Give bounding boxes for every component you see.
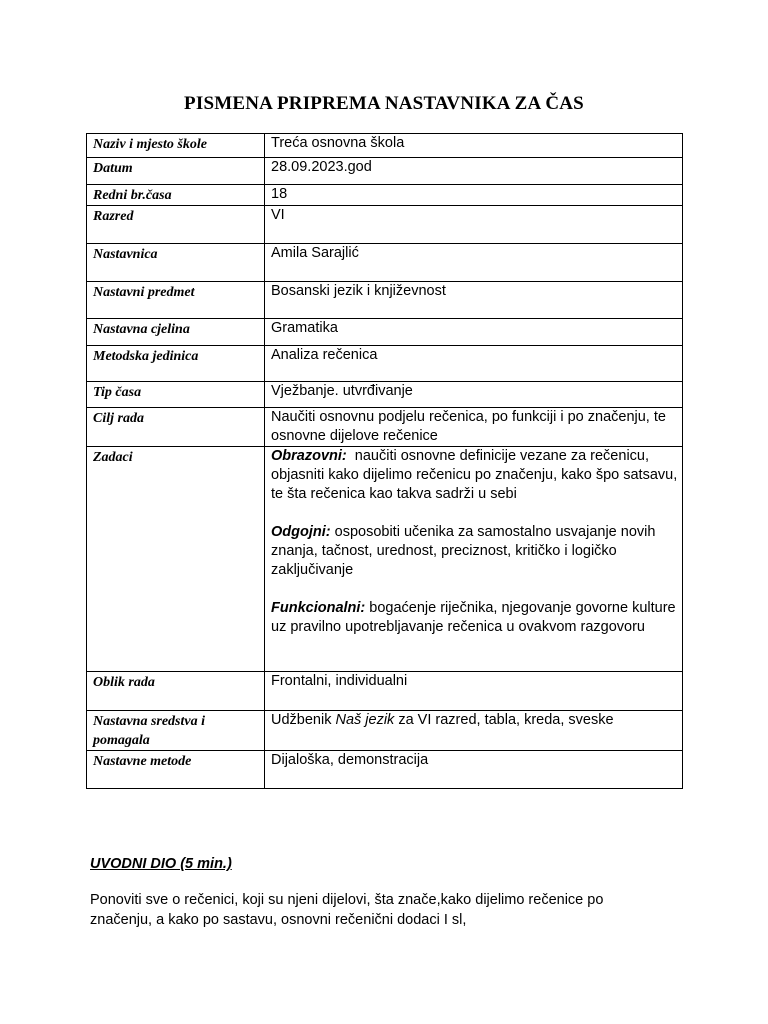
row-label: Nastavna sredstva i pomagala (87, 711, 265, 751)
row-value: Analiza rečenica (265, 346, 683, 382)
row-label: Nastavni predmet (87, 282, 265, 319)
table-row (87, 447, 683, 672)
row-label: Nastavne metode (87, 751, 265, 789)
row-label: Redni br.časa (87, 185, 265, 206)
table-row (87, 408, 683, 447)
value-pre: Udžbenik (271, 712, 336, 728)
row-value: Dijaloška, demonstracija (265, 751, 683, 789)
tasks-educational-text: naučiti osnovne definicije vezane za rečenicu, objasniti kako dijelimo rečenicu po značenju, kako špo satsavu, te šta rečenica kao takva sadrži u sebi (271, 448, 678, 502)
tasks-upbringing-text: osposobiti učenika za samostalno usvajanje novih znanja, tačnost, urednost, preciznost, kritičko i logičko zaključivanje (271, 524, 656, 578)
intro-text: Ponoviti sve o rečenici, koji su njeni dijelovi, šta znače,kako dijelimo rečenice po značenju, a kako po sastavu, osnovni rečenični dodaci I sl, (90, 892, 604, 928)
table-row (87, 382, 683, 408)
table-row (87, 672, 683, 711)
row-label: Naziv i mjesto škole (87, 134, 265, 158)
tasks-educational (271, 447, 678, 504)
row-value: 28.09.2023.god (265, 158, 683, 185)
row-value: Amila Sarajlić (265, 244, 683, 282)
textbook-title: Naš jezik (335, 712, 395, 728)
row-value (265, 711, 683, 751)
row-value: Vježbanje. utvrđivanje (265, 382, 683, 408)
row-value: Frontalni, individualni (265, 672, 683, 711)
page-title: PISMENA PRIPREMA NASTAVNIKA ZA ČAS (184, 93, 584, 114)
tasks-functional-label: Funkcionalni: (271, 600, 366, 616)
row-value: Naučiti osnovnu podjelu rečenica, po funkciji i po značenju, te osnovne dijelove rečenice (265, 408, 683, 447)
tasks-cell (265, 447, 683, 672)
tasks-upbringing (271, 523, 678, 580)
table-row (87, 751, 683, 789)
tasks-educational-label: Obrazovni: (271, 448, 347, 464)
table-row (87, 346, 683, 382)
table-row (87, 206, 683, 244)
tasks-functional-text: bogaćenje riječnika, njegovanje govorne kulture uz pravilno upotrebljavanje rečenica u ovakvom razgovoru (271, 600, 676, 635)
row-label: Metodska jedinica (87, 346, 265, 382)
table-row (87, 158, 683, 185)
row-label: Tip časa (87, 382, 265, 408)
row-label: Nastavna cjelina (87, 319, 265, 346)
tasks-upbringing-label: Odgojni: (271, 524, 331, 540)
row-value: Treća osnovna škola (265, 134, 683, 158)
value-post: za VI razred, tabla, kreda, sveske (394, 712, 614, 728)
tasks-functional (271, 599, 678, 637)
row-value: 18 (265, 185, 683, 206)
table-row (87, 244, 683, 282)
table-row (87, 282, 683, 319)
row-value: VI (265, 206, 683, 244)
row-label: Cilj rada (87, 408, 265, 447)
row-label: Razred (87, 206, 265, 244)
row-label: Oblik rada (87, 672, 265, 711)
table-row (87, 134, 683, 158)
row-value: Gramatika (265, 319, 683, 346)
intro-heading: UVODNI DIO (5 min.) (90, 856, 232, 872)
row-value: Bosanski jezik i književnost (265, 282, 683, 319)
table-row (87, 711, 683, 751)
row-label: Nastavnica (87, 244, 265, 282)
row-label: Datum (87, 158, 265, 185)
row-label: Zadaci (87, 447, 265, 672)
lesson-plan-table (86, 133, 683, 789)
table-row (87, 185, 683, 206)
table-row (87, 319, 683, 346)
